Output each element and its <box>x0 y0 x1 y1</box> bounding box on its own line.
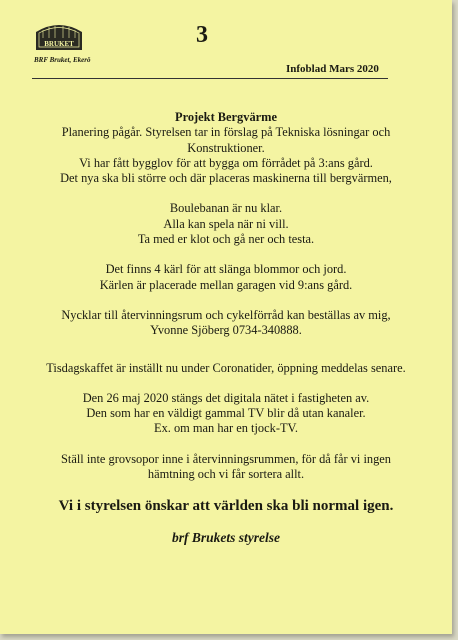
newsletter-body <box>40 110 412 546</box>
body-line: Den som har en väldigt gammal TV blir då utan kanaler. <box>86 406 366 421</box>
logo-caption: BRF Bruket, Ekerö <box>34 56 91 64</box>
issue-label: Infoblad Mars 2020 <box>286 63 379 75</box>
body-line: Tisdagskaffet är inställt nu under Coronatider, öppning meddelas senare. <box>46 360 406 375</box>
body-line: Det finns 4 kärl för att slänga blommor och jord. <box>105 262 347 277</box>
body-line: Ta med er klot och gå ner och testa. <box>137 232 315 247</box>
body-line: Det nya ska bli större och där placeras maskinerna till bergvärmen, <box>60 171 392 186</box>
body-line: Nycklar till återvinningsrum och cykelförråd kan beställas av mig, <box>61 307 391 322</box>
bruket-logo <box>34 22 84 52</box>
body-line: Ställ inte grovsopor inne i återvinningsrummen, för då får vi ingen <box>61 451 391 466</box>
closing-message: Vi i styrelsen önskar att världen ska bli normal igen. <box>58 498 394 515</box>
signature: brf Brukets styrelse <box>172 530 280 546</box>
section-title: Projekt Bergvärme <box>175 110 277 124</box>
body-line: Konstruktioner. <box>187 140 265 155</box>
body-line: Ex. om man har en tjock-TV. <box>154 421 298 436</box>
body-line: Alla kan spela när ni vill. <box>163 216 289 231</box>
body-line: hämtning och vi får sortera allt. <box>147 467 305 482</box>
body-line: Vi har fått bygglov för att bygga om förrådet på 3:ans gård. <box>79 155 373 170</box>
body-line: Planering pågår. Styrelsen tar in förslag på Tekniska lösningar och <box>61 125 391 140</box>
header-divider <box>32 78 388 79</box>
body-line: Boulebanan är nu klar. <box>169 201 283 216</box>
body-line: Den 26 maj 2020 stängs det digitala nätet i fastigheten av. <box>82 390 370 405</box>
page-number: 3 <box>196 22 208 48</box>
logo-text: BRUKET <box>44 40 74 48</box>
body-line: Kärlen är placerade mellan garagen vid 9:ans gård. <box>99 277 353 292</box>
body-line: Yvonne Sjöberg 0734-340888. <box>150 323 302 338</box>
